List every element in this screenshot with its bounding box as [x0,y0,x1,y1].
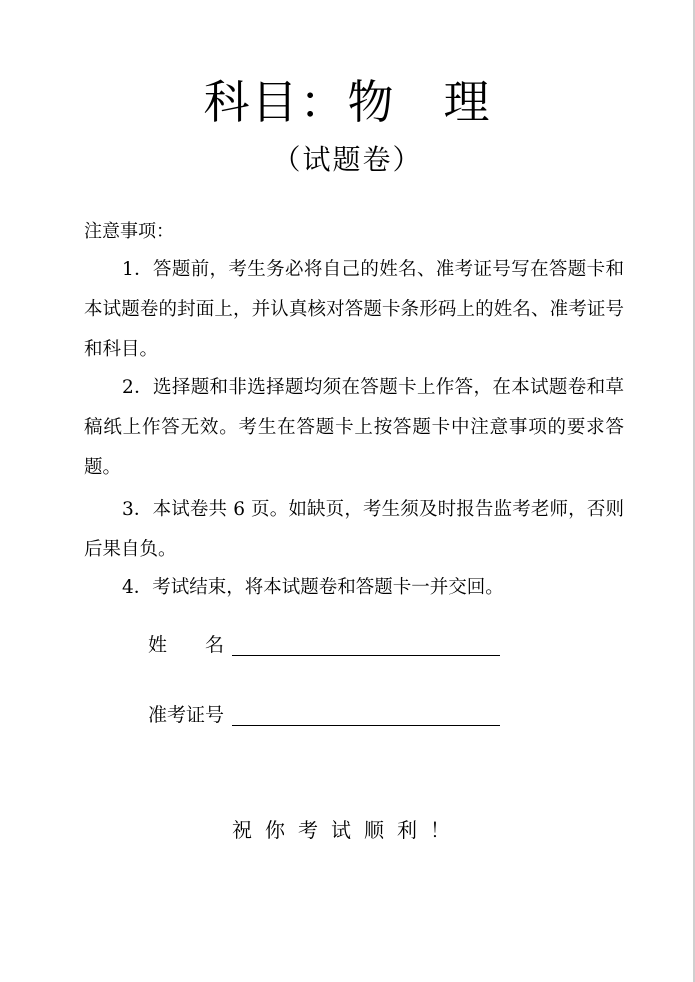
name-label: 姓 名 [148,634,225,656]
blessing-text: 祝你考试顺利！ [232,818,463,842]
notice-heading: 注意事项： [84,221,174,242]
notice-item-3: 3．本试卷共 6 页。如缺页，考生须及时报告监考老师，否则后果自负。 [84,499,624,560]
exam-id-input-line[interactable] [232,703,500,726]
exam-id-label: 准考证号 [148,704,225,726]
exam-id-field [148,700,500,730]
page-title: 科目：物 理 [203,75,492,129]
notice-item-4: 4．考试结束，将本试题卷和答题卡一并交回。 [122,577,504,598]
name-field [148,630,500,660]
page-subtitle: （试题卷） [272,143,423,176]
notice-item-1: 1．答题前，考生务必将自己的姓名、准考证号写在答题卡和本试题卷的封面上，并认真核对答题卡条形码上的姓名、准考证号和科目。 [84,259,624,360]
name-input-line[interactable] [232,633,500,656]
notice-item-2: 2．选择题和非选择题均须在答题卡上作答，在本试题卷和草稿纸上作答无效。考生在答题卡上按答题卡中注意事项的要求答题。 [84,377,624,478]
